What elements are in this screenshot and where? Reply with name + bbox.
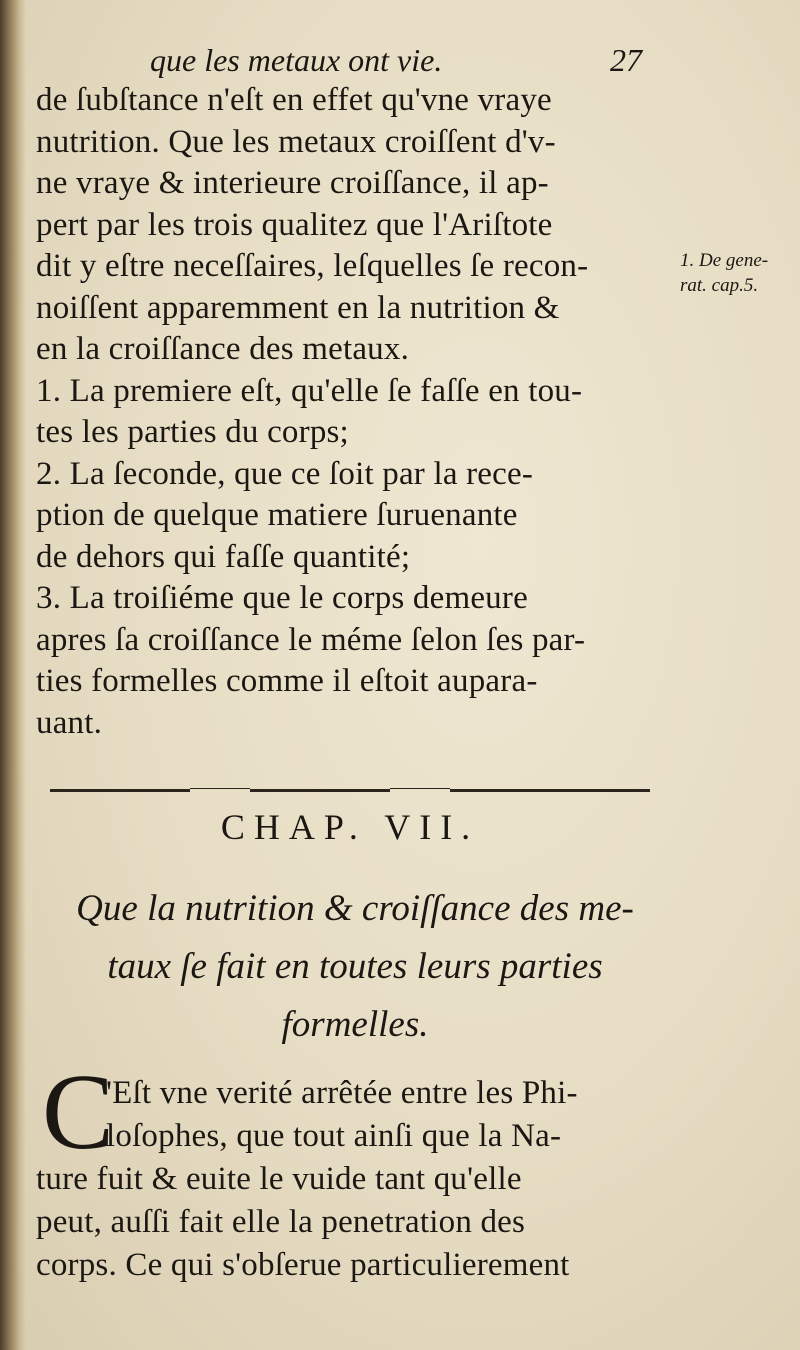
chapter-number: CHAP. VII.	[220, 807, 480, 847]
text-line: dit y eſtre neceſſaires, leſquelles ſe recon-	[36, 248, 589, 284]
text-line: ne vraye & interieure croiſſance, il ap-	[36, 165, 549, 201]
text-line: tes les parties du corps;	[36, 414, 349, 450]
margin-note-line: rat. cap.5.	[680, 275, 759, 296]
chapter-heading-line: Que la nutrition & croiſſance des me-	[76, 888, 634, 929]
margin-note-line: 1. De gene-	[680, 250, 769, 271]
page-number: 27	[610, 42, 642, 78]
body-text	[36, 80, 676, 744]
chapter-paragraph	[36, 1072, 686, 1287]
text-line: 2. La ſeconde, que ce ſoit par la rece-	[36, 455, 534, 492]
page-header	[0, 42, 700, 82]
text-line: ption de quelque matiere ſuruenante	[36, 497, 518, 533]
margin-note	[680, 248, 798, 298]
text-line: de dehors qui faſſe quantité;	[36, 538, 411, 575]
text-line: 1. La premiere eſt, qu'elle ſe faſſe en tou-	[36, 372, 583, 409]
text-line: ties formelles comme il eſtoit aupara-	[36, 663, 538, 699]
text-line: de ſubſtance n'eſt en effet qu'vne vraye	[36, 82, 552, 118]
drop-cap: C	[42, 1053, 115, 1172]
text-line: 3. La troiſiéme que le corps demeure	[36, 580, 528, 616]
text-line: uant.	[36, 704, 103, 741]
text-line: ture fuit & euite le vuide tant qu'elle	[36, 1161, 522, 1197]
text-line: corps. Ce qui s'obſerue particulierement	[36, 1247, 570, 1283]
chapter-divider-rule	[50, 786, 650, 794]
chapter-heading	[30, 880, 680, 1054]
text-line: nutrition. Que les metaux croiſſent d'v-	[36, 123, 556, 160]
text-line: apres ſa croiſſance le méme ſelon ſes par-	[36, 621, 586, 658]
text-line: pert par les trois qualitez que l'Ariſtote	[36, 206, 553, 243]
text-line: noiſſent apparemment en la nutrition &	[36, 289, 560, 326]
running-head: que les metaux ont vie.	[150, 42, 443, 78]
chapter-heading-line: formelles.	[281, 1004, 429, 1045]
text-line: 'Eſt vne verité arrêtée entre les Phi-	[106, 1075, 578, 1111]
chapter-heading-line: taux ſe fait en toutes leurs parties	[107, 946, 603, 987]
text-line: peut, auſſi fait elle la penetration des	[36, 1204, 526, 1240]
text-line: loſophes, que tout ainſi que la Na-	[106, 1118, 562, 1154]
text-line: en la croiſſance des metaux.	[36, 331, 410, 367]
